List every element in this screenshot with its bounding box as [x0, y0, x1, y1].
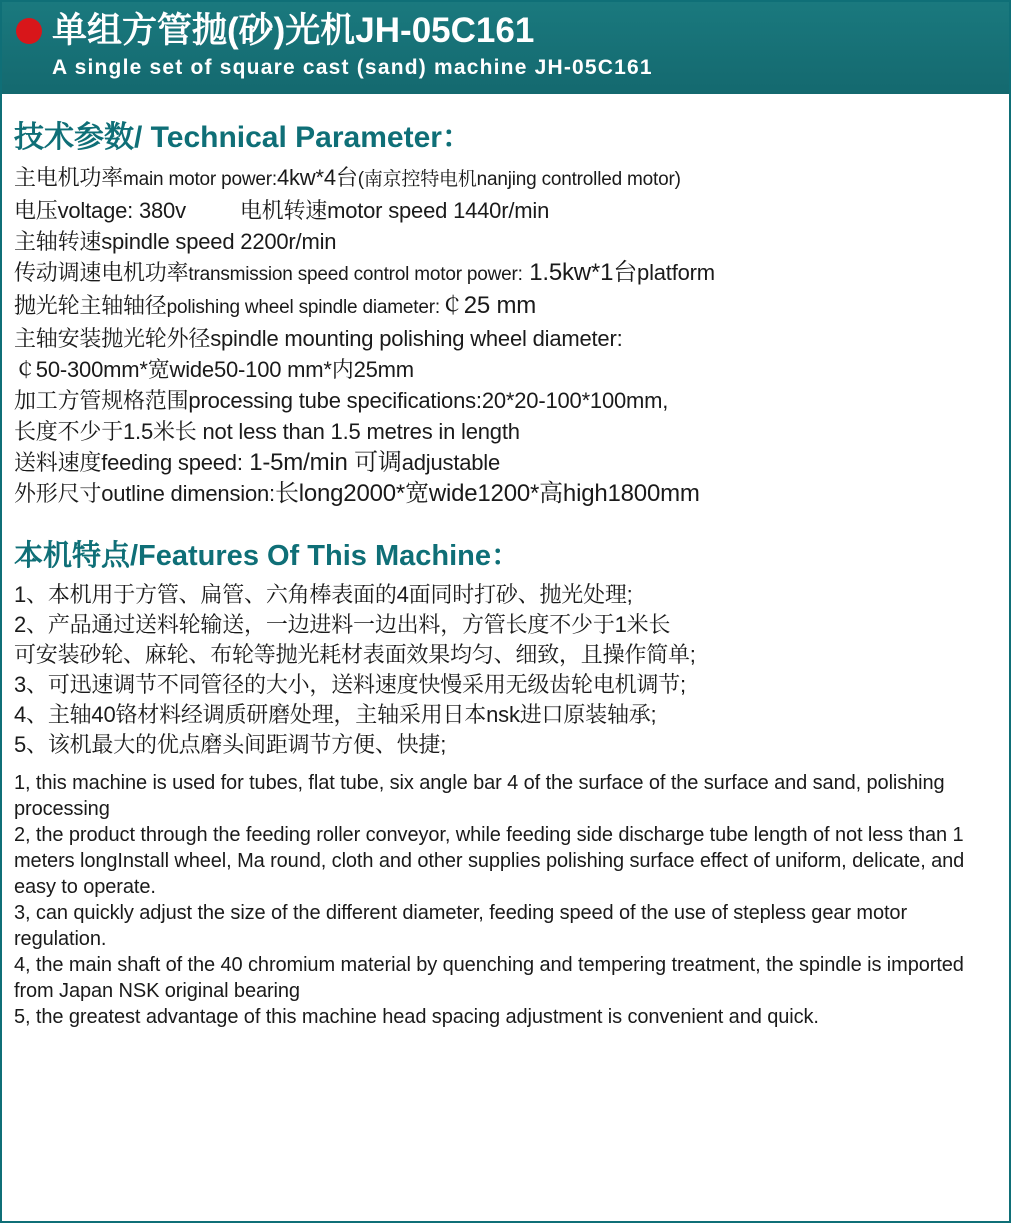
- spec-text-cn: 长度不少于1.5米长 not less than 1.5 metres in length: [14, 419, 520, 444]
- features-english-block: [14, 770, 999, 1030]
- page-content: [2, 94, 1009, 1030]
- feature-line-cn: 可安装砂轮、麻轮、布轮等抛光耗材表面效果均匀、细致，且操作简单;: [14, 642, 696, 667]
- spec-line: [14, 354, 999, 385]
- feature-paragraph-en: 1, this machine is used for tubes, flat tube, six angle bar 4 of the surface of the surface and sand, polishing processing: [14, 772, 945, 820]
- product-title-en: A single set of square cast (sand) machine JH-05C161: [52, 56, 653, 79]
- spec-line: [14, 257, 999, 290]
- feature-paragraph-en: 5, the greatest advantage of this machine head spacing adjustment is convenient and quick.: [14, 1006, 819, 1028]
- feature-line-cn: 1、本机用于方管、扁管、六角棒表面的4面同时打砂、抛光处理;: [14, 582, 633, 607]
- spec-line: [14, 226, 999, 257]
- spec-text-en: outline dimension:: [101, 481, 275, 506]
- features-heading: 本机特点/Features Of This Machine：: [14, 540, 520, 572]
- spec-text-note: (南京控特电机nanjing controlled motor): [357, 169, 681, 190]
- spec-text-value: ￠50-300mm*宽wide50-100 mm*内25mm: [14, 357, 414, 382]
- spec-text-value: 4kw*4台: [276, 165, 358, 190]
- spec-text-cn: 加工方管规格范围: [14, 388, 189, 413]
- product-title-cn: 单组方管抛(砂)光机JH-05C161: [52, 11, 535, 50]
- spec-text-note: adjustable: [401, 450, 501, 475]
- feature-line-cn: 5、该机最大的优点磨头间距调节方便、快捷;: [14, 732, 447, 757]
- spec-line: [14, 162, 999, 195]
- feature-line-cn: 3、可迅速调节不同管径的大小，送料速度快慢采用无级齿轮电机调节;: [14, 672, 686, 697]
- feature-paragraph-en: 4, the main shaft of the 40 chromium material by quenching and tempering treatment, the spindle is imported from Japan NSK original bearing: [14, 954, 964, 1002]
- spec-text-value: 长long2000*宽wide1200*高high1800mm: [274, 480, 700, 507]
- spec-text-cn: 传动调速电机功率: [14, 260, 189, 285]
- feature-paragraph-en: 3, can quickly adjust the size of the different diameter, feeding speed of the use of stepless gear motor regulation.: [14, 902, 908, 950]
- spec-text-en: main motor power:: [123, 169, 277, 190]
- spec-text-cn: 电压voltage: 380v: [14, 198, 186, 223]
- spec-text-value: ￠25 mm: [439, 292, 537, 319]
- spec-text-cn: 送料速度: [14, 450, 102, 475]
- spec-line: [14, 447, 999, 478]
- spec-line: [14, 323, 999, 354]
- spec-text-note: platform: [637, 260, 715, 285]
- spec-text-cn: 外形尺寸: [14, 481, 102, 506]
- spec-line: [14, 195, 999, 226]
- spec-text-en: feeding speed:: [101, 450, 243, 475]
- spec-text-cn: 抛光轮主轴轴径: [14, 293, 167, 318]
- spec-text-cn: 主轴转速spindle speed 2200r/min: [14, 229, 337, 254]
- feature-line-cn: 2、产品通过送料轮输送，一边进料一边出料，方管长度不少于1米长: [14, 612, 671, 637]
- spec-line: [14, 385, 999, 416]
- spec-text-value: 1.5kw*1台: [522, 259, 638, 286]
- spec-line: [14, 416, 999, 447]
- feature-line-cn: 4、主轴40铬材料经调质研磨处理，主轴采用日本nsk进口原装轴承;: [14, 702, 657, 727]
- spec-text-value: 20*20-100*100mm,: [481, 388, 669, 413]
- header-title-row: [16, 8, 1009, 54]
- spec-text-en: spindle mounting polishing wheel diameter:: [210, 326, 623, 351]
- spec-text-cn: 主电机功率: [14, 165, 124, 190]
- spec-text-cn: 主轴安装抛光轮外径: [14, 326, 211, 351]
- spec-line: [14, 478, 999, 509]
- spec-text-en: polishing wheel spindle diameter:: [166, 297, 440, 318]
- spec-line: [14, 290, 999, 323]
- tech-parameter-heading: 技术参数/ Technical Parameter：: [14, 121, 472, 154]
- spec-text-en: transmission speed control motor power:: [188, 264, 523, 285]
- feature-paragraph-en: 2, the product through the feeding roller conveyor, while feeding side discharge tube length of not less than 1 meters longInstall wheel, Ma round, cloth and other supplies polishing surface effect of uniform, delicate, and easy to operate.: [14, 824, 965, 898]
- spec-text-en: processing tube specifications:: [188, 388, 482, 413]
- spec-text-value: 电机转速motor speed 1440r/min: [239, 198, 550, 223]
- page-header: [2, 2, 1009, 94]
- spec-text-value: 1-5m/min 可调: [242, 449, 402, 476]
- red-dot-icon: [16, 18, 42, 44]
